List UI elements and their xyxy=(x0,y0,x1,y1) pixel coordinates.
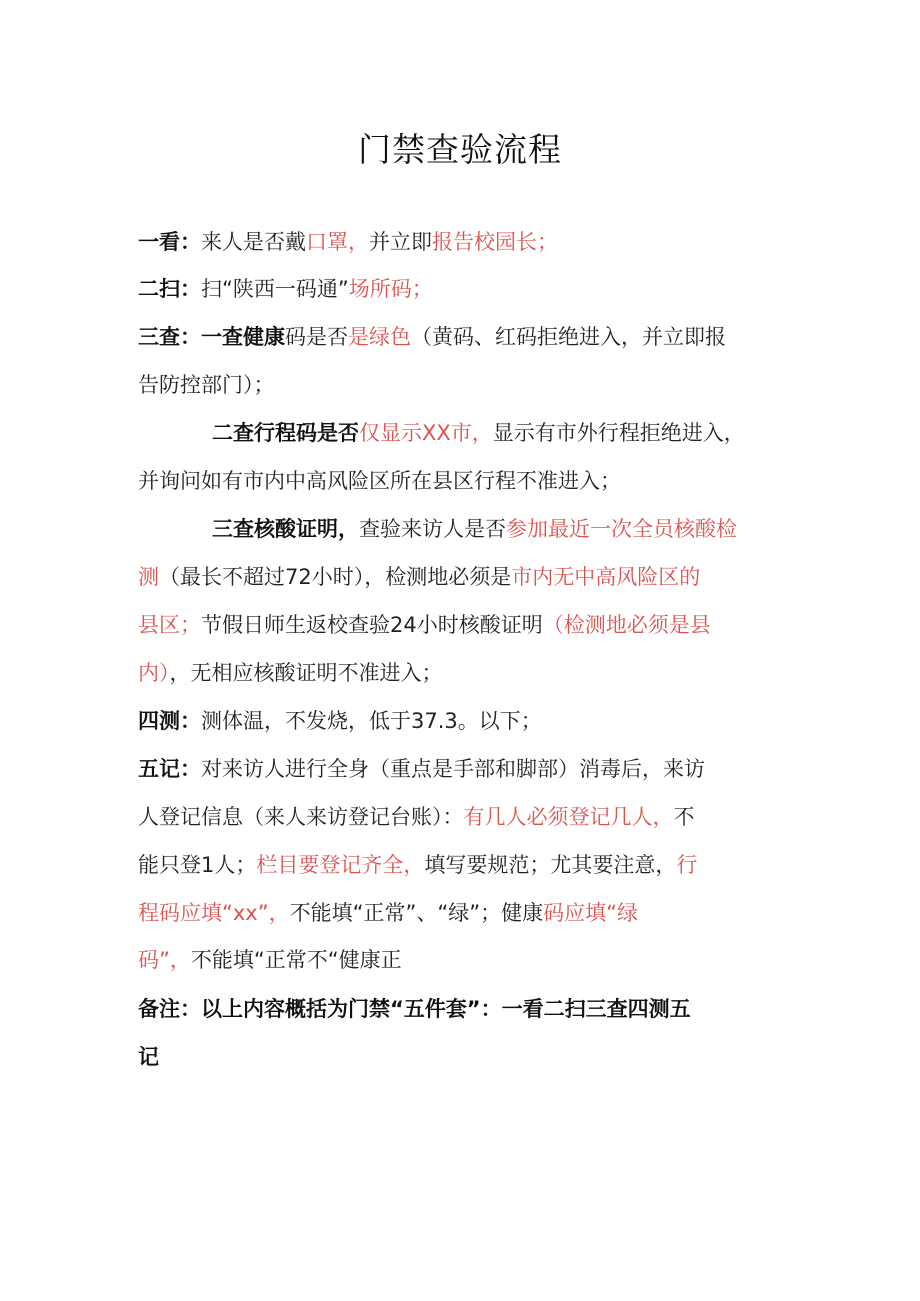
highlight-run: 测 xyxy=(138,565,159,589)
line-16 xyxy=(138,945,402,975)
text-run: 能只登1人； xyxy=(138,853,257,877)
note-text: 备注：以上内容概括为门禁“五件套”：一看二扫三查四测五 xyxy=(138,997,691,1021)
text-run: 不 xyxy=(673,805,695,829)
line-17 xyxy=(138,994,691,1024)
highlight-run: 市内无中高风险区的 xyxy=(511,565,701,589)
line-7 xyxy=(212,514,737,544)
line-9 xyxy=(138,610,711,640)
text-run: ，无相应核酸证明不准进入； xyxy=(169,661,443,685)
line-11 xyxy=(138,706,542,736)
text-run: 显示有市外行程拒绝进入， xyxy=(492,421,745,445)
highlight-run: 行 xyxy=(676,853,698,877)
highlight-run: 码”， xyxy=(138,948,191,972)
line-12 xyxy=(138,754,705,784)
text-run: 节假日师生返校查验24小时核酸证明 xyxy=(201,613,543,637)
line-18 xyxy=(138,1042,159,1072)
document-title: 门禁查验流程 xyxy=(358,130,562,169)
text-run: 告防控部门）； xyxy=(138,373,275,397)
label-sice: 四测： xyxy=(138,709,201,733)
highlight-run: 口罩， xyxy=(306,230,369,254)
line-2 xyxy=(138,274,433,304)
line-1 xyxy=(138,227,558,257)
text-run: 码是否 xyxy=(285,325,348,349)
text-run: 并立即 xyxy=(369,230,432,254)
line-5 xyxy=(212,418,745,448)
line-15 xyxy=(138,898,638,928)
line-3 xyxy=(138,322,726,352)
highlight-run: 栏目要登记齐全， xyxy=(256,853,425,877)
label-yikan: 一看： xyxy=(138,230,201,254)
text-run: 查验来访人是否 xyxy=(359,517,506,541)
note-text-continued: 记 xyxy=(138,1045,159,1069)
label-sanchahesuan: 三查核酸证明， xyxy=(212,517,359,541)
text-run: 来人是否戴 xyxy=(201,230,306,254)
label-ersao: 二扫： xyxy=(138,277,201,301)
line-13 xyxy=(138,802,695,832)
highlight-run: 参加最近一次全员核酸检 xyxy=(506,517,737,541)
text-run: 人登记信息（来人来访登记台账）： xyxy=(138,805,464,829)
highlight-run: 是绿色 xyxy=(348,325,411,349)
text-run: （黄码、红码拒绝进入，并立即报 xyxy=(411,325,726,349)
highlight-run: 内） xyxy=(138,661,170,685)
text-run: 并询问如有市内中高风险区所在县区行程不准进入； xyxy=(138,469,621,493)
highlight-run: （检测地必须是县 xyxy=(542,613,711,637)
label-erchaxingcheng: 二查行程码是否 xyxy=(212,421,359,445)
line-10 xyxy=(138,658,443,688)
text-run: 扫“陕西一码通” xyxy=(201,277,349,301)
text-run: 不能填“正常不“健康正 xyxy=(190,948,402,972)
label-wuji: 五记： xyxy=(138,757,201,781)
line-4 xyxy=(138,370,275,400)
text-run: 填写要规范；尤其要注意， xyxy=(424,853,677,877)
line-8 xyxy=(138,562,700,592)
highlight-run: 仅显示XX市， xyxy=(359,421,493,445)
highlight-run: 县区； xyxy=(138,613,201,637)
highlight-run: 程码应填“xx”， xyxy=(138,901,290,925)
text-run: （最长不超过72小时），检测地必须是 xyxy=(159,565,512,589)
label-sancha: 三查：一查健康 xyxy=(138,325,285,349)
highlight-run: 场所码； xyxy=(348,277,433,301)
line-6 xyxy=(138,466,621,496)
text-run: 测体温，不发烧，低于37.3。以下； xyxy=(201,709,542,733)
highlight-run: 有几人必须登记几人， xyxy=(463,805,674,829)
text-run: 不能填“正常”、“绿”；健康 xyxy=(289,901,544,925)
text-run: 对来访人进行全身（重点是手部和脚部）消毒后，来访 xyxy=(201,757,705,781)
line-14 xyxy=(138,850,697,880)
highlight-run: 报告校园长； xyxy=(432,230,558,254)
highlight-run: 码应填“绿 xyxy=(543,901,639,925)
